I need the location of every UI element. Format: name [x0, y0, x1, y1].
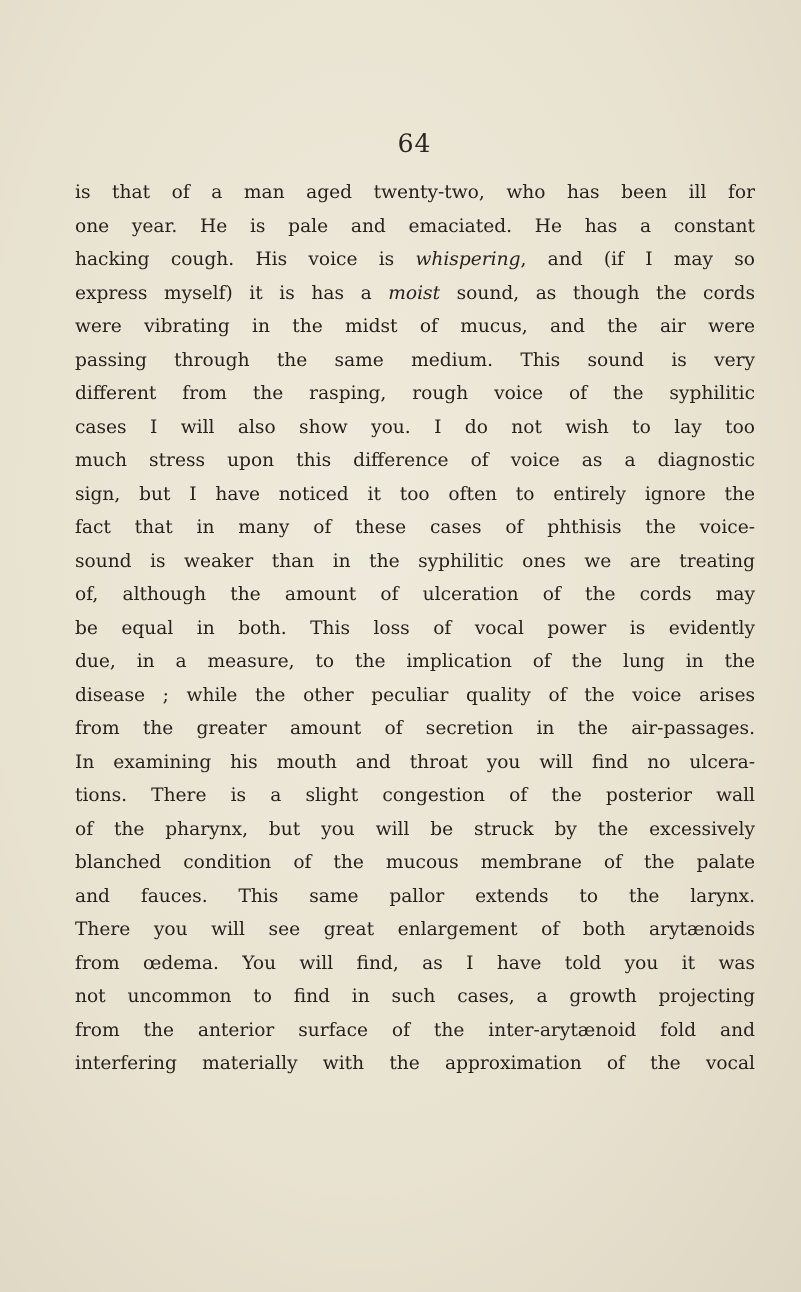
text-line: much stress upon this difference of voice as a diagnostic — [75, 450, 755, 471]
text-line: one year. He is pale and emaciated. He has a constant — [75, 215, 755, 237]
text-line: not uncommon to find in such cases, a growth projecting — [75, 986, 755, 1007]
text-line: blanched condition of the mucous membrane of the palate — [75, 852, 755, 873]
text-line: of the pharynx, but you will be struck by the excessively — [75, 818, 755, 840]
text-line: different from the rasping, rough voice of the syphilitic — [75, 383, 755, 404]
text-line: fact that in many of these cases of phthisis the voice- — [75, 517, 755, 538]
text-line: passing through the same medium. This sound is very — [75, 349, 755, 371]
text-line: sign, but I have noticed it too often to entirely ignore the — [75, 483, 755, 505]
emphasis-moist: moist — [388, 282, 441, 304]
page-number: 64 — [397, 129, 432, 158]
text-line: sound is weaker than in the syphilitic ones we are treating — [75, 550, 755, 572]
text-line: were vibrating in the midst of mucus, and the air were — [75, 316, 755, 337]
text-line: from the greater amount of secretion in the air-passages. — [75, 718, 755, 739]
text-line: There you will see great enlargement of both arytænoids — [75, 919, 755, 940]
text-line: of, although the amount of ulceration of the cords may — [75, 584, 755, 605]
text-line: disease ; while the other peculiar quality of the voice arises — [75, 684, 755, 706]
text-line: express myself) it is has a moist sound, as though the cords — [75, 282, 755, 304]
body-text — [75, 176, 755, 1081]
text-line: from œdema. You will find, as I have told you it was — [75, 952, 755, 974]
emphasis-whispering: whispering — [415, 249, 521, 270]
text-line: be equal in both. This loss of vocal power is evidently — [75, 617, 755, 639]
text-line: hacking cough. His voice is whispering, and (if I may so — [75, 249, 755, 270]
text-line: cases I will also show you. I do not wish to lay too — [75, 416, 755, 438]
text-line: interfering materially with the approximation of the vocal — [75, 1053, 755, 1074]
text-line: In examining his mouth and throat you will find no ulcera- — [75, 751, 755, 773]
text-line: is that of a man aged twenty-two, who has been ill for — [75, 182, 755, 203]
text-line: tions. There is a slight congestion of the posterior wall — [75, 785, 755, 806]
text-line: and fauces. This same pallor extends to the larynx. — [75, 885, 755, 907]
text-line: from the anterior surface of the inter-arytænoid fold and — [75, 1019, 755, 1041]
text-line: due, in a measure, to the implication of the lung in the — [75, 651, 755, 672]
